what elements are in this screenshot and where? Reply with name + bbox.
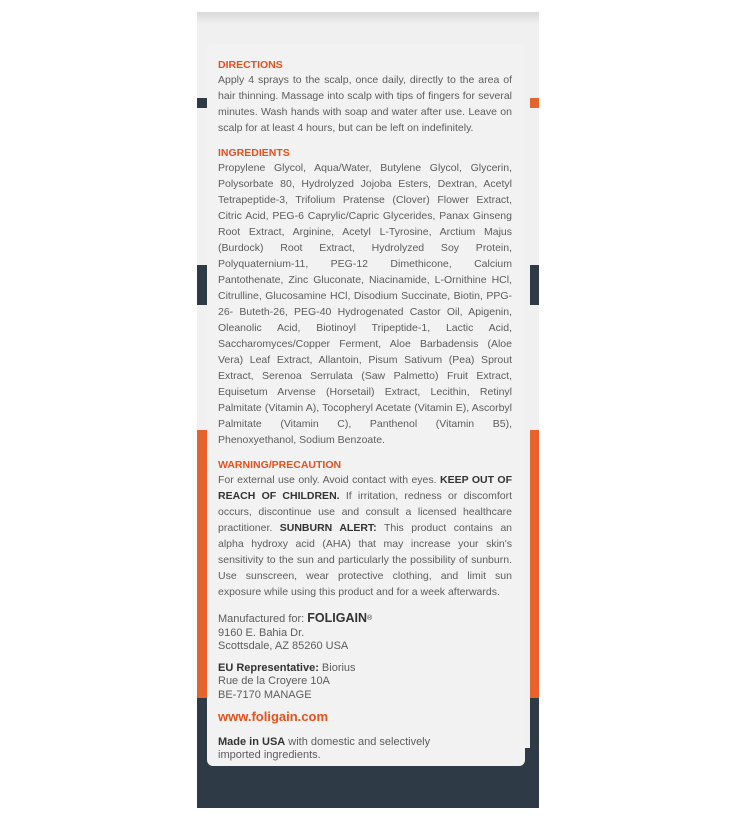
box-top-edge — [197, 12, 539, 24]
ingredients-text: Propylene Glycol, Aqua/Water, Butylene Glycol, Glycerin, Polysorbate 80, Hydrolyzed Jojoba Esters, Dextran, Acetyl Tetrapeptide-3, Trifolium Pratense (Clover) Flower Extract, Citric Acid, PEG-6 Caprylic/Capric Glycerides, Panax Ginseng Root Extract, Arginine, Acetyl L-Tyrosine, Arctium Majus (Burdock) Root Extract, Hydrolyzed Soy Protein, Polyquaternium-11, PEG-12 Dimethicone, Calcium Pantothenate, Zinc Gluconate, Niacinamide, L-Ornithine HCl, Citrulline, Glucosamine HCl, Disodium Succinate, Biotin, PPG-26- Buteth-26, PEG-40 Hydrogenated Castor Oil, Apigenin, Oleanolic Acid, Biotinoyl Tripeptide-1, Lactic Acid, Saccharomyces/Copper Ferment, Aloe Barbadensis (Aloe Vera) Leaf Extract, Allantoin, Pisum Sativum (Pea) Sprout Extract, Serenoa Serrulata (Saw Palmetto) Fruit Extract, Equisetum Arvense (Horsetail) Extract, Lecithin, Retinyl Palmitate (Vitamin A), Tocopheryl Acetate (Vitamin E), Ascorbyl Palmitate (Vitamin C), Panthenol (Vitamin B5), Phenoxyethanol, Sodium Benzoate. — [218, 162, 512, 446]
made-in-usa-label: Made in USA — [218, 735, 286, 748]
origin-text: imported ingredients. — [218, 749, 321, 761]
box-stripe — [530, 98, 539, 108]
website-url: www.foligain.com — [218, 709, 329, 724]
warning-emphasis: KEEP OUT OF REACH OF CHILDREN. — [218, 474, 513, 502]
ingredients-heading: INGREDIENTS — [218, 147, 290, 159]
warning-emphasis: SUNBURN ALERT: — [279, 522, 377, 534]
box-stripe — [530, 265, 539, 305]
label-content — [218, 58, 512, 600]
manufacturer-address-line: Scottsdale, AZ 85260 USA — [218, 640, 349, 652]
registered-mark: ® — [367, 615, 373, 622]
directions-text: Apply 4 sprays to the scalp, once daily, directly to the area of hair thinning. Massage into scalp with tips of fingers for several minutes. Wash hands with soap and water after use. Leave on scalp for at least 4 hours, but can be left on indefinitely. — [218, 74, 512, 134]
directions-heading: DIRECTIONS — [218, 59, 283, 71]
box-stripe — [197, 265, 207, 305]
eu-rep-label: EU Representative: — [218, 661, 319, 674]
brand-name: FOLIGAIN — [307, 611, 367, 625]
warning-heading: WARNING/PRECAUTION — [218, 459, 342, 471]
manufacturer-block — [218, 612, 518, 654]
origin-text: with domestic and selectively — [285, 735, 431, 748]
manufacturer-label: Manufactured for: — [218, 613, 308, 625]
warning-part: For external use only. Avoid contact with eyes. — [218, 474, 440, 486]
manufacturer-address-line: 9160 E. Bahia Dr. — [218, 626, 305, 639]
warning-part: This product contains an alpha hydroxy acid (AHA) that may increase your skin's sensitivity to the sun and particularly the possibility of sunburn. Use sunscreen, wear protective clothing, and limit sun exposure while using this product and for a week afterwards. — [218, 522, 512, 598]
warning-part: If irritation, redness or discomfort occurs, discontinue use and consult a licensed healthcare practitioner. — [218, 490, 512, 534]
eu-rep-address-line: Rue de la Croyere 10A — [218, 675, 330, 687]
box-stripe — [197, 98, 207, 108]
eu-rep-name: Biorius — [318, 661, 356, 674]
warning-text — [218, 472, 512, 600]
eu-rep-block — [218, 662, 518, 703]
manufacturer-info — [218, 612, 518, 763]
eu-rep-address-line: BE-7170 MANAGE — [218, 688, 312, 701]
